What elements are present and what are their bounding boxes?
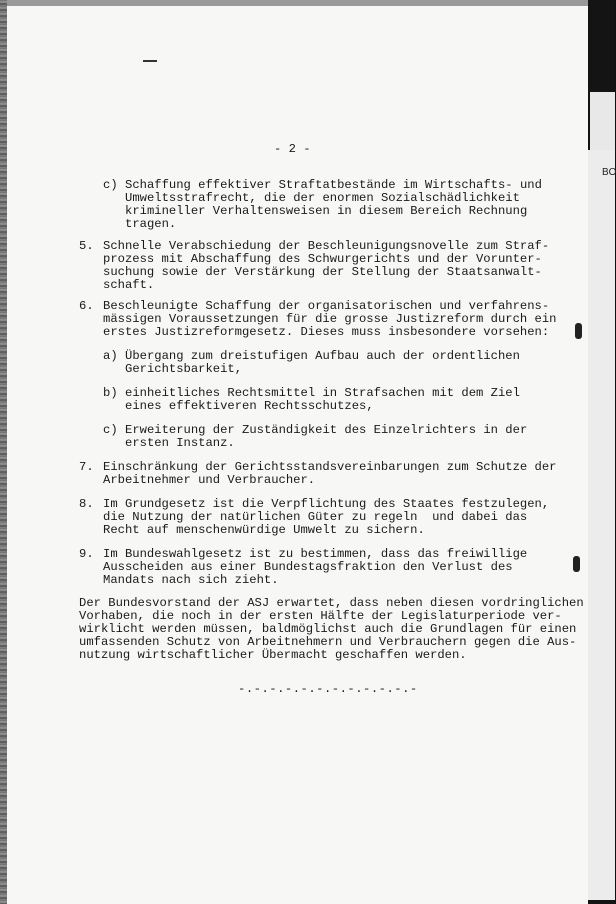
item-line: erstes Justizreformgesetz. Dieses muss insbesondere vorsehen:	[103, 325, 550, 339]
item-marker-c: c)	[103, 423, 118, 437]
page-number: - 2 -	[274, 142, 311, 156]
item-line: Im Grundgesetz ist die Verpflichtung des Staates festzulegen,	[103, 497, 550, 511]
item-line: Mandats nach sich zieht.	[103, 573, 279, 587]
punch-hole-upper	[575, 323, 582, 339]
item-line: Einschränkung der Gerichtsstandsvereinbarungen zum Schutze der	[103, 460, 557, 474]
item-marker-c-first: c)	[103, 178, 118, 192]
item-marker-7: 7.	[79, 460, 94, 474]
item-line: ersten Instanz.	[125, 436, 235, 450]
item-line: krimineller Verhaltensweisen in diesem Bereich Rechnung	[125, 204, 528, 218]
end-separator: -.-.-.-.-.-.-.-.-.-.-.-	[238, 682, 418, 696]
item-line: Im Bundeswahlgesetz ist zu bestimmen, dass das freiwillige	[103, 547, 528, 561]
item-line: Schaffung effektiver Straftatbestände im Wirtschafts- und	[125, 178, 542, 192]
item-line: prozess mit Abschaffung des Schwurgerichts und der Vorunter-	[103, 252, 542, 266]
item-line: Recht auf menschenwürdige Umwelt zu sichern.	[103, 523, 425, 537]
item-marker-6: 6.	[79, 299, 94, 313]
scan-right-tab	[590, 92, 615, 150]
item-marker-b: b)	[103, 386, 118, 400]
item-line: tragen.	[125, 217, 177, 231]
punch-hole-lower	[573, 556, 580, 572]
item-line: mässigen Voraussetzungen für die grosse Justizreform durch ein	[103, 312, 557, 326]
item-line: Ausscheiden aus einer Bundestagsfraktion den Verlust des	[103, 560, 513, 574]
item-marker-a: a)	[103, 349, 118, 363]
closing-line: Der Bundesvorstand der ASJ erwartet, dass neben diesen vordringlichen	[79, 596, 584, 610]
item-line: suchung sowie der Verstärkung der Stellung der Staatsanwalt-	[103, 265, 542, 279]
item-line: Beschleunigte Schaffung der organisatorischen und verfahrens-	[103, 299, 550, 313]
closing-line: nutzung wirtschaftlicher Übermacht geschaffen werden.	[79, 648, 467, 662]
item-line: Umweltsstrafrecht, die der enormen Sozialschädlichkeit	[125, 191, 520, 205]
adjacent-page-label: BO	[602, 167, 616, 178]
item-line: Erweiterung der Zuständigkeit des Einzelrichters in der	[125, 423, 528, 437]
item-line: Arbeitnehmer und Verbraucher.	[103, 473, 316, 487]
item-line: Schnelle Verabschiedung der Beschleunigungsnovelle zum Straf-	[103, 239, 550, 253]
item-marker-8: 8.	[79, 497, 94, 511]
item-marker-5: 5.	[79, 239, 94, 253]
closing-line: Vorhaben, die noch in der ersten Hälfte der Legislaturperiode ver-	[79, 609, 562, 623]
adjacent-page	[588, 150, 615, 900]
item-line: Gerichtsbarkeit,	[125, 362, 243, 376]
closing-line: umfassenden Schutz von Arbeitnehmern und Verbrauchern gegen die Aus-	[79, 635, 577, 649]
closing-line: wirklicht werden müssen, baldmöglichst auch die Grundlagen für einen	[79, 622, 577, 636]
item-marker-9: 9.	[79, 547, 94, 561]
scan-mark	[143, 60, 157, 62]
item-line: eines effektiveren Rechtsschutzes,	[125, 399, 374, 413]
item-line: Übergang zum dreistufigen Aufbau auch der ordentlichen	[125, 349, 520, 363]
scan-edge-top	[0, 0, 588, 6]
item-line: die Nutzung der natürlichen Güter zu regeln und dabei das	[103, 510, 528, 524]
item-line: einheitliches Rechtsmittel in Strafsachen mit dem Ziel	[125, 386, 520, 400]
item-line: schaft.	[103, 278, 155, 292]
